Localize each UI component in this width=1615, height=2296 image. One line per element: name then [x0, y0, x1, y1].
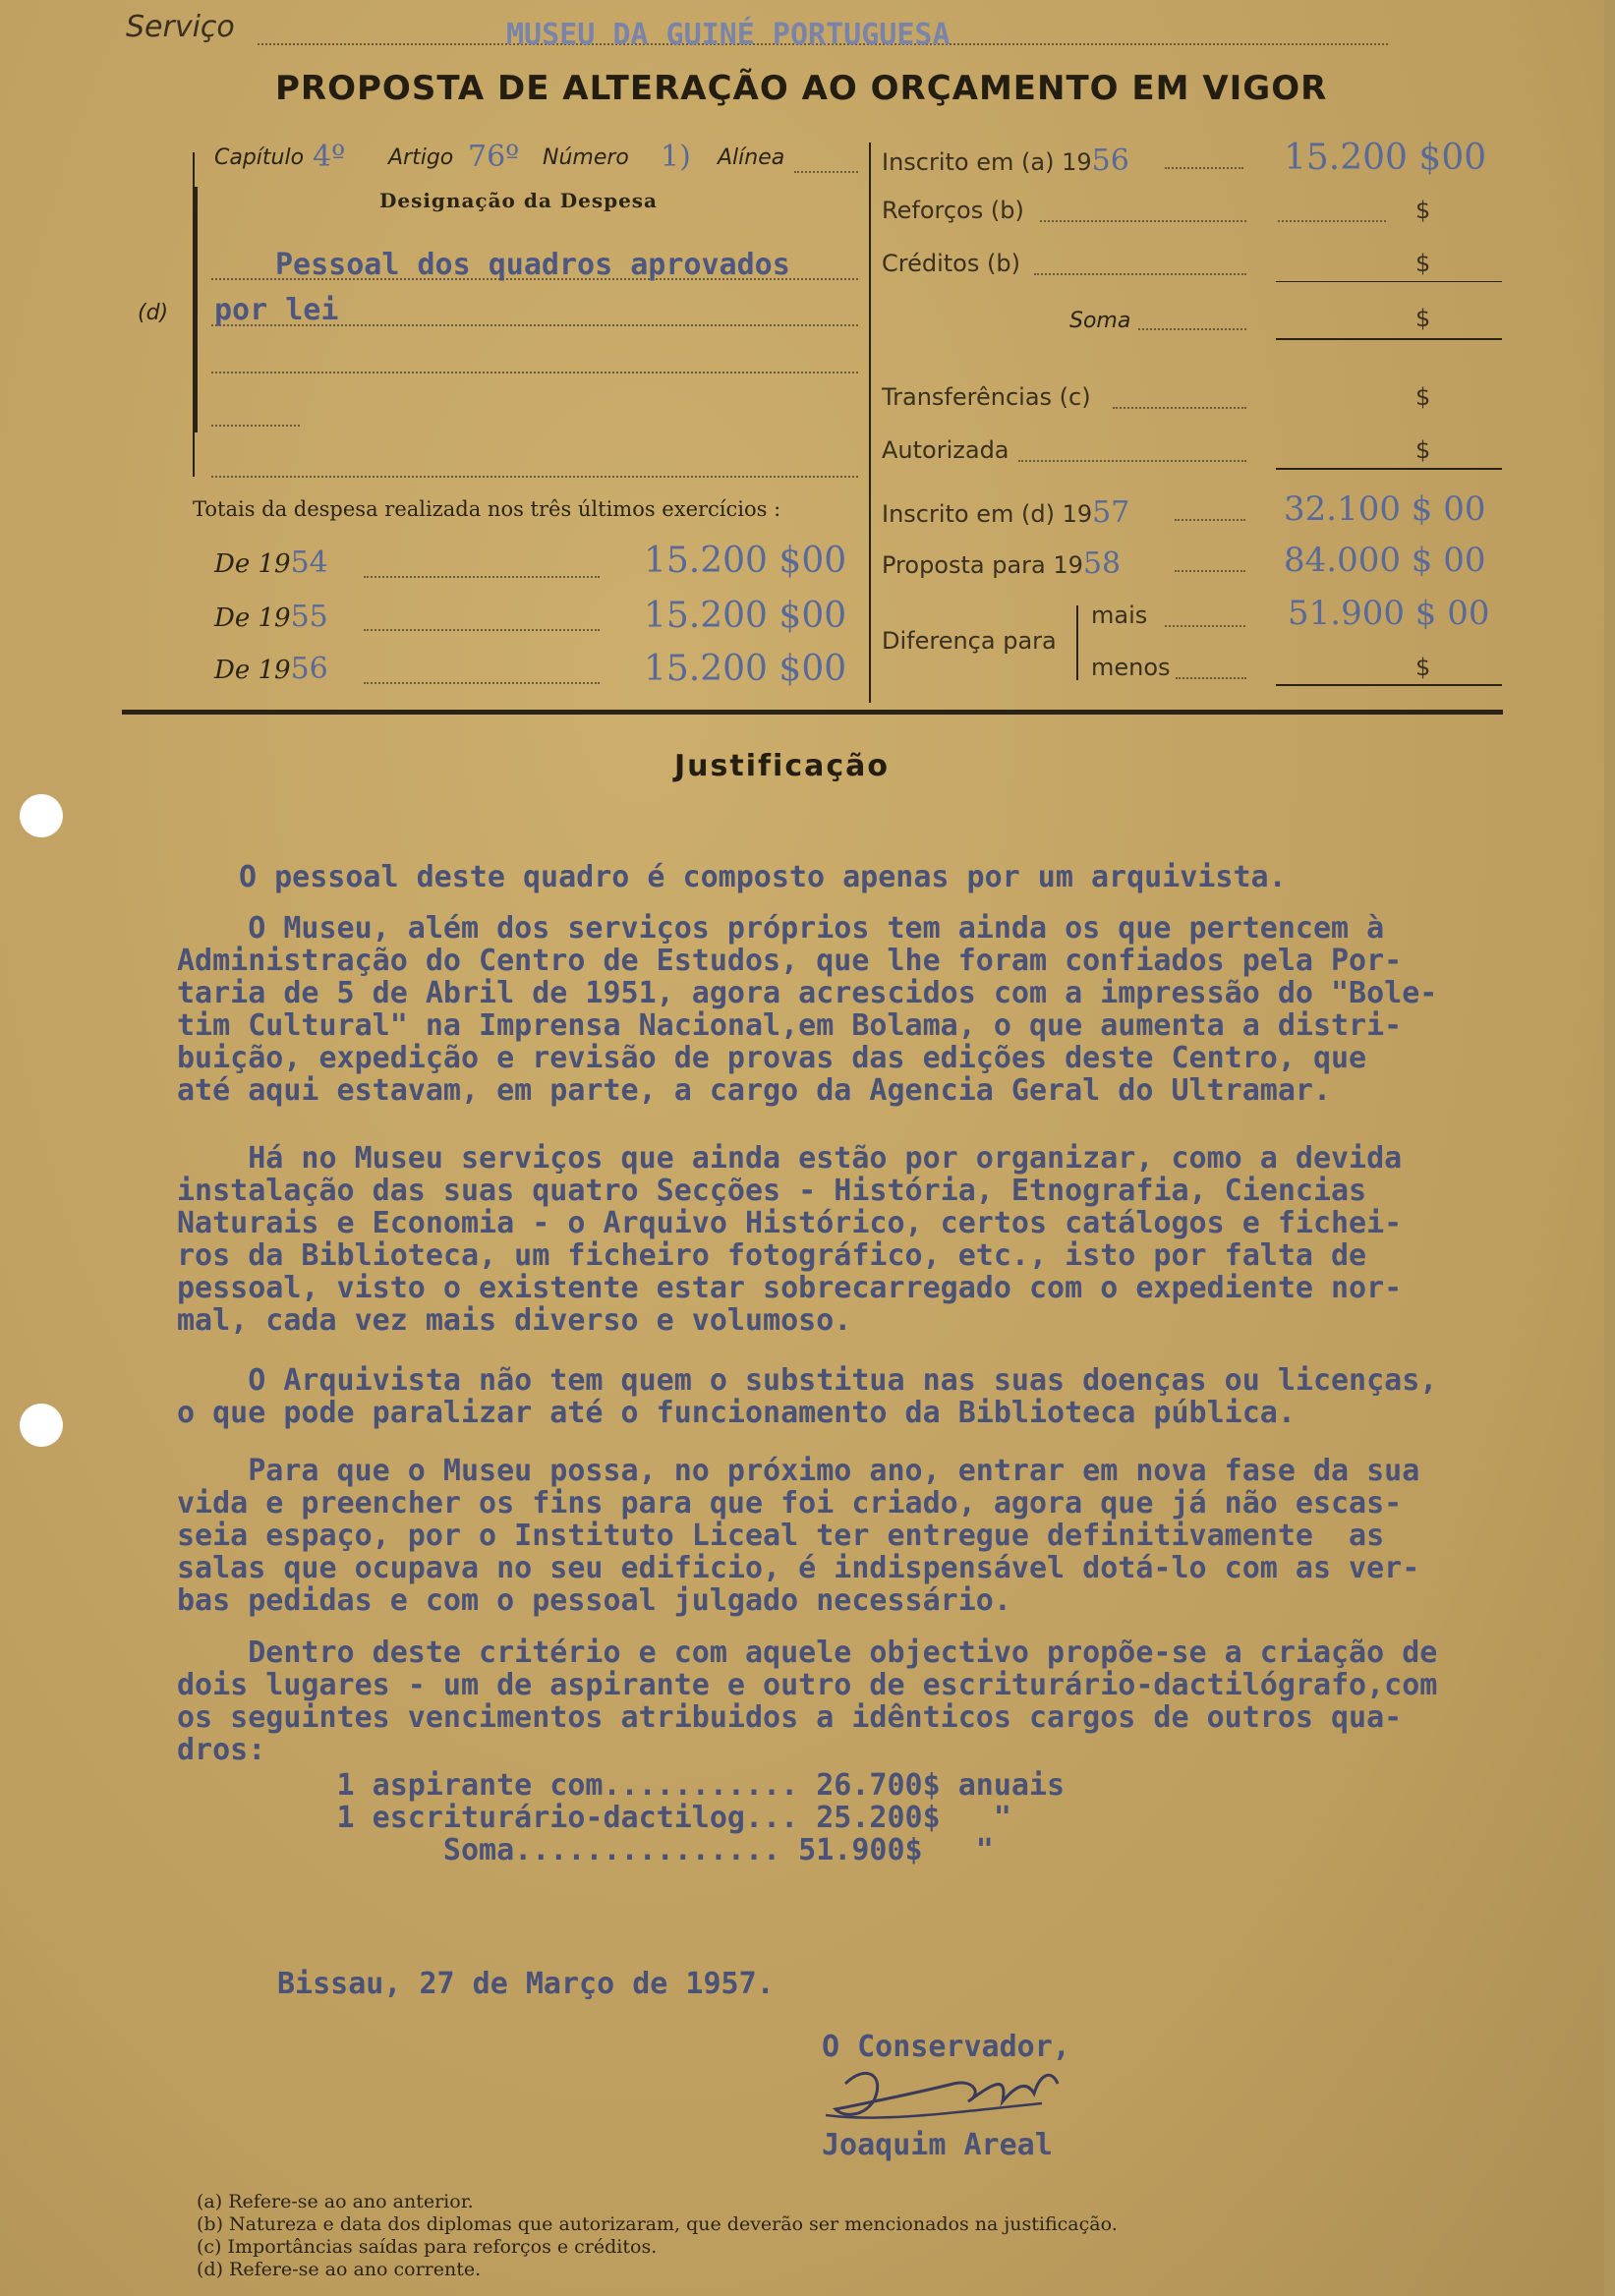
footnote-a: (a) Refere-se ao ano anterior.: [197, 2191, 474, 2212]
signature-name: Joaquim Areal: [822, 2128, 1053, 2162]
salary-item: Soma............... 51.900$ ": [177, 1833, 994, 1867]
inscrito-a-amount: 15.200 $00: [1284, 138, 1487, 178]
totais-row-prefix: De 19: [214, 656, 291, 685]
autorizada-dots: [1018, 460, 1246, 462]
paragraph-line: tim Cultural" na Imprensa Nacional,em Bolama, o que aumenta a distri-: [177, 1008, 1403, 1043]
inscrito-a-text: Inscrito em (a) 19: [882, 148, 1092, 176]
punch-hole-bottom: [20, 1404, 63, 1447]
paragraph-line: o que pode paralizar até o funcionamento da Biblioteca pública.: [177, 1396, 1296, 1430]
totais-row-2-dots: [364, 629, 600, 631]
paragraph-line: pessoal, visto o existente estar sobrecarregado com o expediente nor-: [177, 1271, 1403, 1305]
paragraph-line: Há no Museu serviços que ainda estão por organizar, como a devida: [177, 1141, 1403, 1176]
inscrito-d-year: 57: [1092, 495, 1130, 530]
numero-value: 1): [661, 140, 691, 174]
inscrito-d-dots: [1175, 519, 1245, 521]
paragraph-line: ros da Biblioteca, um ficheiro fotográfico, etc., isto por falta de: [177, 1238, 1367, 1273]
soma-dots: [1138, 328, 1246, 330]
punch-hole-top: [20, 794, 63, 837]
designacao-label: Designação da Despesa: [379, 189, 659, 212]
inscrito-d-text: Inscrito em (d) 19: [882, 500, 1093, 528]
totais-row-3-amount: 15.200 $00: [644, 649, 847, 689]
reforcos-amount-dots: [1278, 220, 1386, 222]
proposta-amount: 84.000 $ 00: [1284, 541, 1486, 580]
reforcos-label: Reforços (b): [882, 197, 1024, 224]
reforcos-currency: $: [1415, 197, 1431, 224]
totais-row-year: 56: [290, 652, 328, 686]
autorizada-underline: [1276, 468, 1502, 470]
paragraph-line: instalação das suas quatro Secções - História, Etnografia, Ciencias: [177, 1174, 1367, 1208]
paragraph-line: taria de 5 de Abril de 1951, agora acrescidos com a impressão do "Bole-: [177, 976, 1438, 1010]
menos-dots: [1176, 677, 1246, 679]
transferencias-currency: $: [1415, 383, 1431, 411]
menos-currency: $: [1415, 654, 1431, 681]
form-title: PROPOSTA DE ALTERAÇÃO AO ORÇAMENTO EM VIGOR: [275, 69, 1328, 108]
creditos-currency: $: [1415, 250, 1431, 277]
paragraph-line: dois lugares - um de aspirante e outro de escriturário-dactilógrafo,com: [177, 1668, 1438, 1702]
diferenca-label: Diferença para: [882, 627, 1057, 655]
totais-row-prefix: De 19: [214, 549, 291, 579]
mais-label: mais: [1091, 602, 1148, 629]
paragraph-line: Dentro deste critério e com aquele objectivo propõe-se a criação de: [177, 1636, 1438, 1670]
paragraph-line: Para que o Museu possa, no próximo ano, entrar em nova fase da sua: [177, 1454, 1420, 1488]
signature-scribble: [806, 2054, 1081, 2133]
capitulo-label: Capítulo: [214, 145, 305, 170]
soma-currency: $: [1415, 305, 1431, 332]
proposta-year: 58: [1082, 546, 1122, 581]
closing-line: O Conservador,: [822, 2030, 1070, 2064]
paragraph-line: bas pedidas e com o pessoal julgado necessário.: [177, 1583, 1011, 1618]
proposta-label: [882, 546, 1121, 581]
paragraph-line: Naturais e Economia - o Arquivo Histórico, certos catálogos e fichei-: [177, 1206, 1403, 1240]
servico-label: Serviço: [126, 10, 235, 44]
date-line: Bissau, 27 de Março de 1957.: [277, 1967, 775, 2001]
salary-item: 1 escriturário-dactilog... 25.200$ ": [177, 1801, 1011, 1835]
transferencias-label: Transferências (c): [882, 383, 1091, 411]
totais-row-1: [214, 545, 328, 580]
left-bracket-thick: [193, 187, 198, 432]
reforcos-dots: [1040, 220, 1246, 222]
inscrito-a-year: 56: [1091, 144, 1129, 178]
creditos-underline: [1276, 281, 1502, 282]
designacao-line-5: [211, 476, 858, 478]
paragraph-line: os seguintes vencimentos atribuidos a idênticos cargos de outros qua-: [177, 1700, 1403, 1735]
designacao-text-2: por lei: [214, 293, 339, 327]
paragraph-line: O Museu, além dos serviços próprios tem ainda os que pertencem à: [177, 911, 1385, 946]
section-divider: [122, 710, 1503, 715]
totais-row-1-amount: 15.200 $00: [644, 541, 847, 581]
designacao-line-3: [211, 372, 858, 373]
inscrito-d-amount: 32.100 $ 00: [1284, 489, 1486, 529]
soma-underline: [1276, 338, 1502, 340]
alinea-dotted-line: [794, 171, 858, 173]
proposta-dots: [1175, 570, 1245, 572]
totais-row-3: [214, 652, 328, 686]
salary-item: 1 aspirante com........... 26.700$ anuais: [177, 1768, 1066, 1803]
artigo-label: Artigo: [388, 145, 454, 170]
totais-row-2-amount: 15.200 $00: [644, 596, 847, 636]
totais-row-1-dots: [364, 576, 600, 578]
menos-label: menos: [1091, 654, 1171, 681]
paragraph-1: O pessoal deste quadro é composto apenas por um arquivista.: [239, 860, 1287, 894]
justificacao-heading: Justificação: [674, 749, 890, 783]
capitulo-value: 4º: [313, 140, 346, 174]
inscrito-a-label: [882, 144, 1129, 178]
totais-row-year: 55: [290, 600, 328, 634]
paragraph-line: buição, expedição e revisão de provas das edições deste Centro, que: [177, 1041, 1367, 1075]
totais-heading: Totais da despesa realizada nos três últimos exercícios :: [193, 497, 781, 521]
soma-label: Soma: [1069, 309, 1131, 333]
mais-amount: 51.900 $ 00: [1288, 594, 1490, 633]
designacao-line-4: [211, 425, 300, 427]
proposta-text: Proposta para 19: [882, 551, 1083, 579]
footnote-c: (c) Importâncias saídas para reforços e créditos.: [197, 2236, 658, 2258]
creditos-dots: [1034, 273, 1246, 275]
diferenca-brace: [1076, 605, 1078, 680]
paragraph-line: até aqui estavam, em parte, a cargo da Agencia Geral do Ultramar.: [177, 1073, 1331, 1108]
paragraph-line: vida e preencher os fins para que foi criado, agora que já não escas-: [177, 1486, 1403, 1521]
paragraph-line: salas que ocupava no seu edificio, é indispensável dotá-lo com as ver-: [177, 1551, 1420, 1585]
transferencias-dots: [1113, 407, 1246, 409]
creditos-label: Créditos (b): [882, 250, 1020, 277]
alinea-label: Alínea: [718, 145, 785, 170]
footnote-b: (b) Natureza e data dos diplomas que autorizaram, que deverão ser mencionados na justificação.: [197, 2213, 1118, 2235]
artigo-value: 76º: [468, 140, 520, 174]
mais-dots: [1165, 625, 1245, 627]
menos-underline: [1276, 684, 1502, 686]
totais-row-prefix: De 19: [214, 603, 291, 633]
column-divider: [869, 143, 871, 703]
footnote-d: (d) Refere-se ao ano corrente.: [197, 2259, 482, 2280]
totais-row-year: 54: [290, 545, 328, 580]
paragraph-line: Administração do Centro de Estudos, que lhe foram confiados pela Por-: [177, 944, 1403, 978]
numero-label: Número: [543, 145, 629, 170]
servico-value: MUSEU DA GUINÉ PORTUGUESA: [506, 18, 951, 52]
autorizada-currency: $: [1415, 436, 1431, 464]
autorizada-label: Autorizada: [882, 436, 1009, 464]
designacao-text-1: Pessoal dos quadros aprovados: [275, 248, 790, 282]
inscrito-d-label: [882, 495, 1129, 530]
paragraph-line: seia espaço, por o Instituto Liceal ter entregue definitivamente as: [177, 1519, 1385, 1553]
paragraph-line: dros:: [177, 1733, 266, 1767]
paragraph-line: O Arquivista não tem quem o substitua nas suas doenças ou licenças,: [177, 1363, 1438, 1398]
totais-row-3-dots: [364, 682, 600, 684]
totais-row-2: [214, 600, 328, 634]
inscrito-a-dots: [1165, 167, 1243, 169]
paragraph-line: mal, cada vez mais diverso e volumoso.: [177, 1303, 852, 1338]
d-mark: (d): [138, 301, 169, 325]
